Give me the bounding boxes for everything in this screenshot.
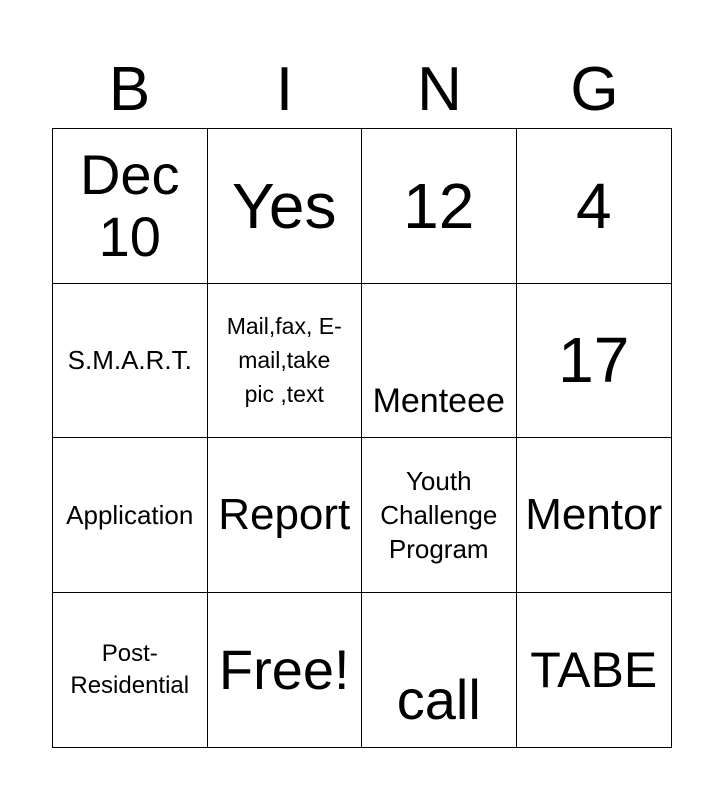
bingo-cell[interactable] [517, 593, 672, 748]
bingo-cell[interactable] [53, 129, 208, 284]
cell-label: Free! [218, 637, 350, 701]
cell-label: Youth Challenge Program [380, 465, 498, 564]
bingo-cell[interactable] [53, 438, 208, 593]
bingo-cell[interactable] [362, 284, 517, 439]
cell-label: Application [66, 499, 194, 530]
cell-label: call [396, 668, 481, 731]
bingo-cell[interactable] [208, 593, 363, 748]
cell-label: Yes [232, 169, 337, 242]
bingo-header [52, 52, 672, 128]
bingo-cell[interactable] [517, 129, 672, 284]
bingo-cell[interactable] [362, 438, 517, 593]
bingo-cell[interactable] [53, 593, 208, 748]
bingo-cell[interactable] [362, 593, 517, 748]
cell-label: TABE [530, 641, 658, 698]
bingo-cell[interactable] [208, 438, 363, 593]
cell-label: Mail,fax, E-mail,take pic ,text [226, 313, 342, 408]
header-letter-g: G [570, 55, 619, 124]
bingo-board [52, 128, 672, 748]
cell-label: 17 [558, 324, 630, 397]
cell-label: S.M.A.R.T. [67, 345, 192, 376]
header-letter-n: N [417, 55, 462, 124]
cell-label: 4 [575, 169, 612, 242]
bingo-cell[interactable] [208, 284, 363, 439]
header-letter-b: B [108, 55, 151, 124]
bingo-cell[interactable] [53, 284, 208, 439]
bingo-cell[interactable] [362, 129, 517, 284]
header-letter-i: I [275, 55, 294, 124]
cell-label: Report [218, 489, 351, 539]
bingo-cell[interactable] [208, 129, 363, 284]
cell-label: Menteee [372, 382, 505, 420]
cell-label: Dec 10 [79, 142, 180, 268]
cell-label: Post-Residential [70, 639, 190, 699]
cell-label: Mentor [525, 489, 663, 539]
cell-label: 12 [403, 169, 475, 242]
bingo-cell[interactable] [517, 284, 672, 439]
bingo-cell[interactable] [517, 438, 672, 593]
